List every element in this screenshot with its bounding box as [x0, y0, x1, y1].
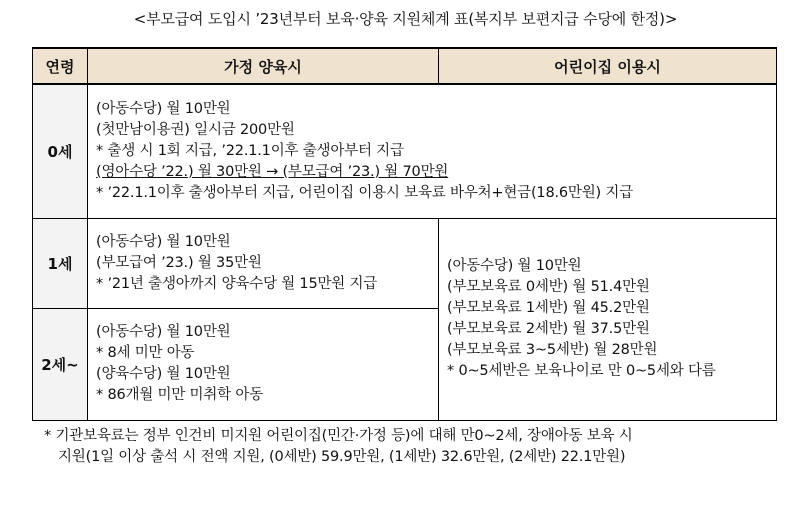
footnote-line-2: 지원(1일 이상 출석 시 전액 지원, (0세반) 59.9만원, (1세반) 32.6만원, (2세반) 22.1만원): [58, 449, 626, 465]
age2-home-content: [88, 308, 439, 420]
age0-line: (첫만남이용권) 일시금 200만원: [96, 121, 295, 138]
header-home-care: 가정 양육시: [88, 48, 439, 84]
age2-home-line: (양육수당) 월 10만원: [96, 366, 231, 382]
header-age: 연령: [33, 48, 88, 84]
table-caption: <부모급여 도입시 ’23년부터 보육·양육 지원체계 표(복지부 보편지급 수당에 한정)>: [133, 10, 678, 28]
daycare-line: (아동수당) 월 10만원: [447, 258, 582, 274]
age2-home-line: * 8세 미만 아동: [96, 345, 195, 361]
age1-home-content: [88, 218, 439, 308]
daycare-line: (부모보육료 0세반) 월 51.4만원: [447, 279, 650, 295]
age1-home-line: * ’21년 출생아까지 양육수당 월 15만원 지급: [96, 275, 378, 292]
age0-line: * 출생 시 1회 지급, ’22.1.1이후 출생아부터 지급: [96, 142, 404, 159]
age0-line: * ’22.1.1이후 출생아부터 지급, 어린이집 이용시 보육료 바우처+현금(18.6만원) 지급: [96, 184, 634, 201]
age-label-1: 1세: [33, 218, 88, 308]
footnote: [44, 426, 784, 468]
support-system-table: [32, 47, 777, 421]
age0-line: (아동수당) 월 10만원: [96, 100, 231, 117]
daycare-line: (부모보육료 1세반) 월 45.2만원: [447, 300, 650, 316]
header-daycare: 어린이집 이용시: [439, 48, 777, 84]
age0-line-underlined: (영아수당 ’22.) 월 30만원 → (부모급여 ’23.) 월 70만원: [96, 163, 449, 180]
daycare-line: * 0~5세반은 보육나이로 만 0~5세와 다름: [447, 363, 716, 379]
age2-home-line: (아동수당) 월 10만원: [96, 324, 231, 340]
daycare-content: [439, 218, 777, 420]
age1-home-line: (부모급여 ’23.) 월 35만원: [96, 254, 262, 271]
daycare-line: (부모보육료 3~5세반) 월 28만원: [447, 342, 658, 358]
age1-home-line: (아동수당) 월 10만원: [96, 233, 231, 250]
footnote-line-1: * 기관보육료는 정부 인건비 미지원 어린이집(민간·가정 등)에 대해 만0~2세, 장애아동 보육 시: [44, 428, 633, 444]
table-row-age1: [33, 218, 777, 308]
daycare-line: (부모보육료 2세반) 월 37.5만원: [447, 321, 650, 337]
table-row-age0: [33, 84, 777, 218]
age2-home-line: * 86개월 미만 미취학 아동: [96, 387, 263, 403]
age0-content: [88, 84, 777, 218]
age-label-2: 2세~: [33, 308, 88, 420]
table-header-row: [33, 48, 777, 84]
age-label-0: 0세: [33, 84, 88, 218]
